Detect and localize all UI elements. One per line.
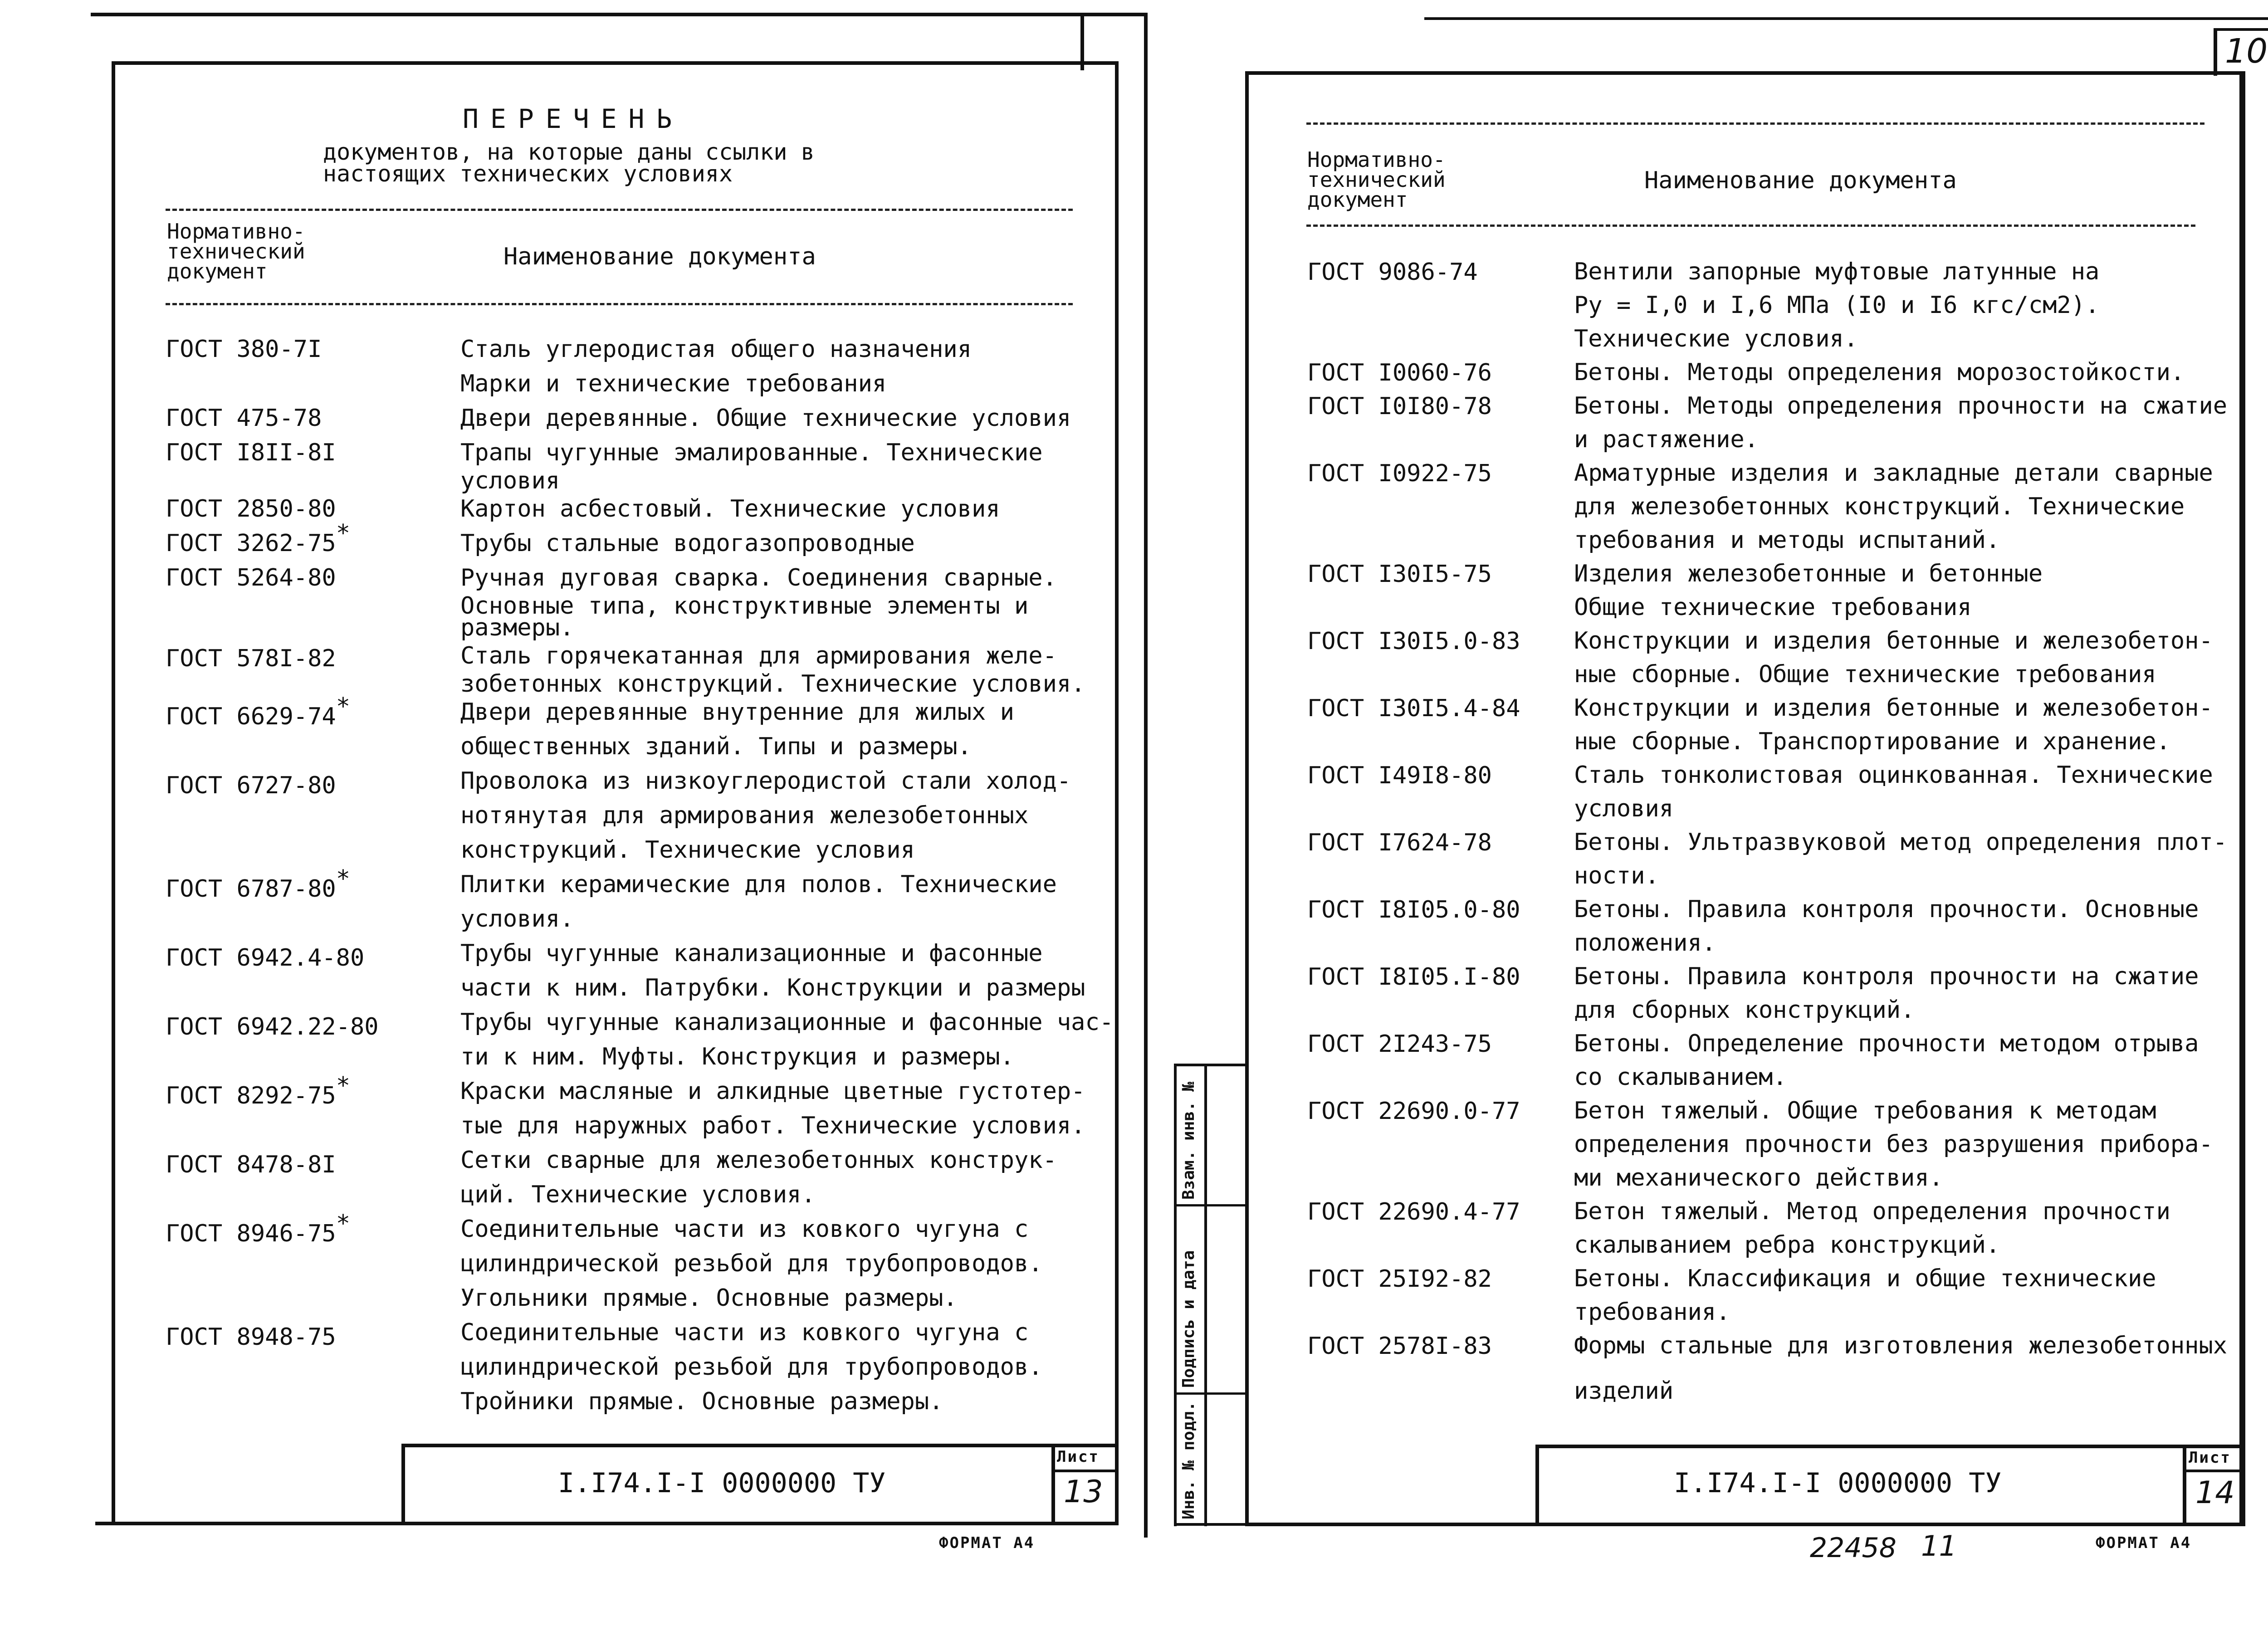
left-row-name: Трубы чугунные канализационные и фасонные части к ним. Патрубки. Конструкции и размеры: [460, 940, 1085, 1001]
left-row-code: ГОСТ I8II-8I: [166, 439, 336, 466]
asterisk-mark: *: [336, 1072, 350, 1099]
side-stamp-divider-2: [1174, 1392, 1246, 1395]
left-header-bottom-rule: [166, 303, 1073, 305]
right-row-code: ГОСТ 2578I-83: [1307, 1333, 1492, 1360]
left-row-name: Плитки керамические для полов. Технические условия.: [460, 871, 1057, 933]
right-row-code: ГОСТ I0922-75: [1307, 460, 1492, 487]
right-row-name: Изделия железобетонные и бетонные Общие технические требования: [1574, 560, 2043, 621]
left-row-name: Сталь горячекатанная для армирования желе- зобетонных конструкций. Технические условия.: [460, 642, 1085, 698]
left-stamp-left-line: [401, 1444, 405, 1525]
left-row-code: ГОСТ 2850-80: [166, 495, 336, 522]
left-col-doc-header: Нормативно- технический документ: [167, 219, 305, 283]
left-frame-bottom-extension: [95, 1522, 227, 1525]
right-sheet-box-left: [2183, 1445, 2186, 1526]
left-row-name: Краски масляные и алкидные цветные густотер- тые для наружных работ. Технические условия.: [460, 1078, 1085, 1139]
right-corner-box-left: [2214, 28, 2217, 76]
left-row-name: Двери деревянные. Общие технические условия: [460, 405, 1071, 432]
right-stamp-top-line: [1535, 1445, 2243, 1448]
left-row-code: ГОСТ 6629-74*: [166, 693, 350, 730]
left-row-name: Сталь углеродистая общего назначения Марки и технические требования: [460, 336, 972, 397]
left-row-code: ГОСТ 8946-75*: [166, 1210, 350, 1247]
left-col-name-header: Наименование документа: [503, 243, 816, 270]
side-stamp-label-inv: Инв. № подл.: [1179, 1401, 1198, 1519]
left-row-code: ГОСТ 8478-8I: [166, 1151, 336, 1178]
left-header-top-rule: [166, 209, 1073, 211]
right-row-code: ГОСТ I49I8-80: [1307, 762, 1492, 789]
right-row-code: ГОСТ I30I5.0-83: [1307, 628, 1520, 655]
left-row-name: Двери деревянные внутренние для жилых и общественных зданий. Типы и размеры.: [460, 698, 1014, 760]
left-row-name: Трубы стальные водогазопроводные: [460, 530, 915, 557]
left-outer-right-line: [1144, 68, 1148, 1538]
right-col-name-header: Наименование документа: [1644, 167, 1957, 194]
right-row-name: Бетоны. Классификация и общие технические требования.: [1574, 1265, 2156, 1326]
right-row-name: Арматурные изделия и закладные детали сварные для железобетонных конструкций. Технические требования и методы испытаний.: [1574, 459, 2213, 554]
left-subtitle-line-2: настоящих технических условиях: [323, 161, 733, 187]
right-handwritten-mark: 11: [1921, 1529, 1957, 1563]
right-second-right-line: [2242, 71, 2245, 1526]
left-format-label: ФОРМАТ А4: [939, 1534, 1035, 1552]
right-row-code: ГОСТ 22690.0-77: [1307, 1098, 1520, 1125]
right-sheet-number: 14: [2195, 1475, 2235, 1511]
left-codes-column: [166, 332, 379, 1423]
left-sheet-box-divider: [1051, 1470, 1117, 1472]
left-subtitle-line-1: документов, на которые даны ссылки в: [323, 139, 815, 165]
right-row-code: ГОСТ I7624-78: [1307, 829, 1492, 856]
side-stamp-label-replace: Взам. инв. №: [1179, 1081, 1198, 1200]
right-sheet-label: Лист: [2189, 1449, 2231, 1467]
left-title: ПЕРЕЧЕНЬ: [463, 103, 684, 134]
left-sheet-label: Лист: [1057, 1448, 1100, 1466]
left-row-code: ГОСТ 3262-75*: [166, 520, 350, 557]
left-sheet-number: 13: [1064, 1474, 1103, 1510]
right-row-name: Сталь тонколистовая оцинкованная. Технические условия: [1574, 762, 2213, 822]
right-row-name: Бетоны. Методы определения прочности на сжатие и растяжение.: [1574, 392, 2228, 453]
left-row-name: Картон асбестовый. Технические условия: [460, 495, 1000, 522]
left-sheet-box-left: [1051, 1444, 1055, 1525]
right-row-name: Формы стальные для изготовления железобетонных изделий: [1574, 1332, 2228, 1405]
asterisk-mark: *: [336, 1210, 350, 1237]
left-row-code: ГОСТ 8292-75*: [166, 1072, 350, 1109]
right-row-name: Бетоны. Определение прочности методом отрыва со скалыванием.: [1574, 1030, 2199, 1091]
side-stamp-top-line: [1174, 1064, 1246, 1066]
left-names-column: [460, 332, 1114, 1419]
right-row-code: ГОСТ I30I5.4-84: [1307, 695, 1520, 722]
right-row-code: ГОСТ I0I80-78: [1307, 393, 1492, 420]
asterisk-mark: *: [336, 520, 350, 547]
right-row-code: ГОСТ I30I5-75: [1307, 561, 1492, 588]
left-row-name: Трапы чугунные эмалированные. Технические условия: [460, 439, 1043, 494]
right-names-column: [1574, 255, 2227, 1408]
right-corner-number: 10: [2225, 32, 2268, 71]
right-stamp-code: I.I74.I-I 0000000 ТУ: [1674, 1467, 2002, 1499]
right-codes-column: [1307, 255, 1520, 1396]
left-row-code: ГОСТ 5264-80: [166, 564, 336, 591]
left-corner-box-right: [1144, 14, 1148, 70]
right-row-code: ГОСТ I8I05.0-80: [1307, 896, 1520, 923]
right-row-name: Вентили запорные муфтовые латунные на Ру = I,0 и I,6 МПа (I0 и I6 кгс/см2). Технические условия.: [1574, 258, 2100, 352]
right-row-code: ГОСТ 25I92-82: [1307, 1265, 1492, 1293]
side-stamp-label-signature: Подпись и дата: [1179, 1250, 1198, 1388]
left-row-name: Ручная дуговая сварка. Соединения сварные. Основные типа, конструктивные элементы и размеры.: [460, 564, 1057, 641]
left-row-code: ГОСТ 6787-80*: [166, 865, 350, 903]
left-row-name: Соединительные части из ковкого чугуна с цилиндрической резьбой для трубопроводов. Тройники прямые. Основные размеры.: [460, 1319, 1043, 1415]
asterisk-mark: *: [336, 693, 350, 720]
right-row-name: Бетоны. Правила контроля прочности. Основные положения.: [1574, 896, 2199, 957]
left-row-name: Проволока из низкоуглеродистой стали холод- нотянутая для армирования железобетонных конструкций. Технические условия: [460, 767, 1071, 864]
left-row-name: Соединительные части из ковкого чугуна с цилиндрической резьбой для трубопроводов. Угольники прямые. Основные размеры.: [460, 1216, 1043, 1312]
right-handwritten-number: 22458: [1810, 1532, 1897, 1564]
right-row-code: ГОСТ I8I05.I-80: [1307, 963, 1520, 991]
left-row-code: ГОСТ 578I-82: [166, 645, 336, 672]
right-row-name: Конструкции и изделия бетонные и железобетон- ные сборные. Общие технические требования: [1574, 627, 2213, 688]
left-row-code: ГОСТ 8948-75: [166, 1323, 336, 1351]
right-top-line: [1424, 17, 2268, 20]
side-stamp-left-line: [1174, 1064, 1177, 1526]
right-row-name: Бетоны. Правила контроля прочности на сжатие для сборных конструкций.: [1574, 963, 2199, 1024]
left-stamp-code: I.I74.I-I 0000000 ТУ: [558, 1467, 886, 1499]
left-row-code: ГОСТ 380-7I: [166, 336, 322, 363]
left-row-name: Трубы чугунные канализационные и фасонные час- ти к ним. Муфты. Конструкция и размеры.: [460, 1009, 1114, 1070]
side-stamp-bottom-line: [1174, 1523, 1246, 1526]
side-stamp-divider-1: [1174, 1204, 1246, 1206]
left-row-code: ГОСТ 6727-80: [166, 772, 336, 799]
right-row-code: ГОСТ 9086-74: [1307, 259, 1478, 286]
right-row-name: Бетон тяжелый. Общие требования к методам определения прочности без разрушения прибора- ми механического действия.: [1574, 1097, 2213, 1191]
right-row-name: Бетоны. Методы определения морозостойкости.: [1574, 359, 2185, 386]
left-top-line: [91, 13, 1148, 16]
right-row-name: Бетоны. Ультразвуковой метод определения плот- ности.: [1574, 829, 2228, 889]
right-sheet-box-divider: [2183, 1470, 2244, 1472]
right-row-code: ГОСТ 22690.4-77: [1307, 1198, 1520, 1226]
right-row-name: Конструкции и изделия бетонные и железобетон- ные сборные. Транспортирование и хранение.: [1574, 694, 2213, 755]
left-row-code: ГОСТ 475-78: [166, 405, 322, 432]
right-row-code: ГОСТ 2I243-75: [1307, 1030, 1492, 1058]
right-row-name: Бетон тяжелый. Метод определения прочности скалыванием ребра конструкций.: [1574, 1198, 2170, 1259]
right-col-doc-header: Нормативно- технический документ: [1307, 147, 1446, 212]
asterisk-mark: *: [336, 865, 350, 893]
left-row-code: ГОСТ 6942.4-80: [166, 944, 365, 972]
right-row-code: ГОСТ I0060-76: [1307, 359, 1492, 386]
left-stamp-top-line: [401, 1444, 1116, 1447]
left-row-name: Сетки сварные для железобетонных конструк- ций. Технические условия.: [460, 1147, 1057, 1208]
right-stamp-left-line: [1535, 1445, 1539, 1526]
left-second-right-line: [1115, 61, 1119, 1525]
right-header-top-rule: [1306, 122, 2204, 125]
left-row-code: ГОСТ 6942.22-80: [166, 1013, 379, 1040]
right-corner-box-top: [2214, 28, 2268, 31]
side-stamp-mid-line: [1204, 1064, 1207, 1526]
right-format-label: ФОРМАТ А4: [2096, 1534, 2192, 1552]
right-header-bottom-rule: [1306, 225, 2195, 227]
